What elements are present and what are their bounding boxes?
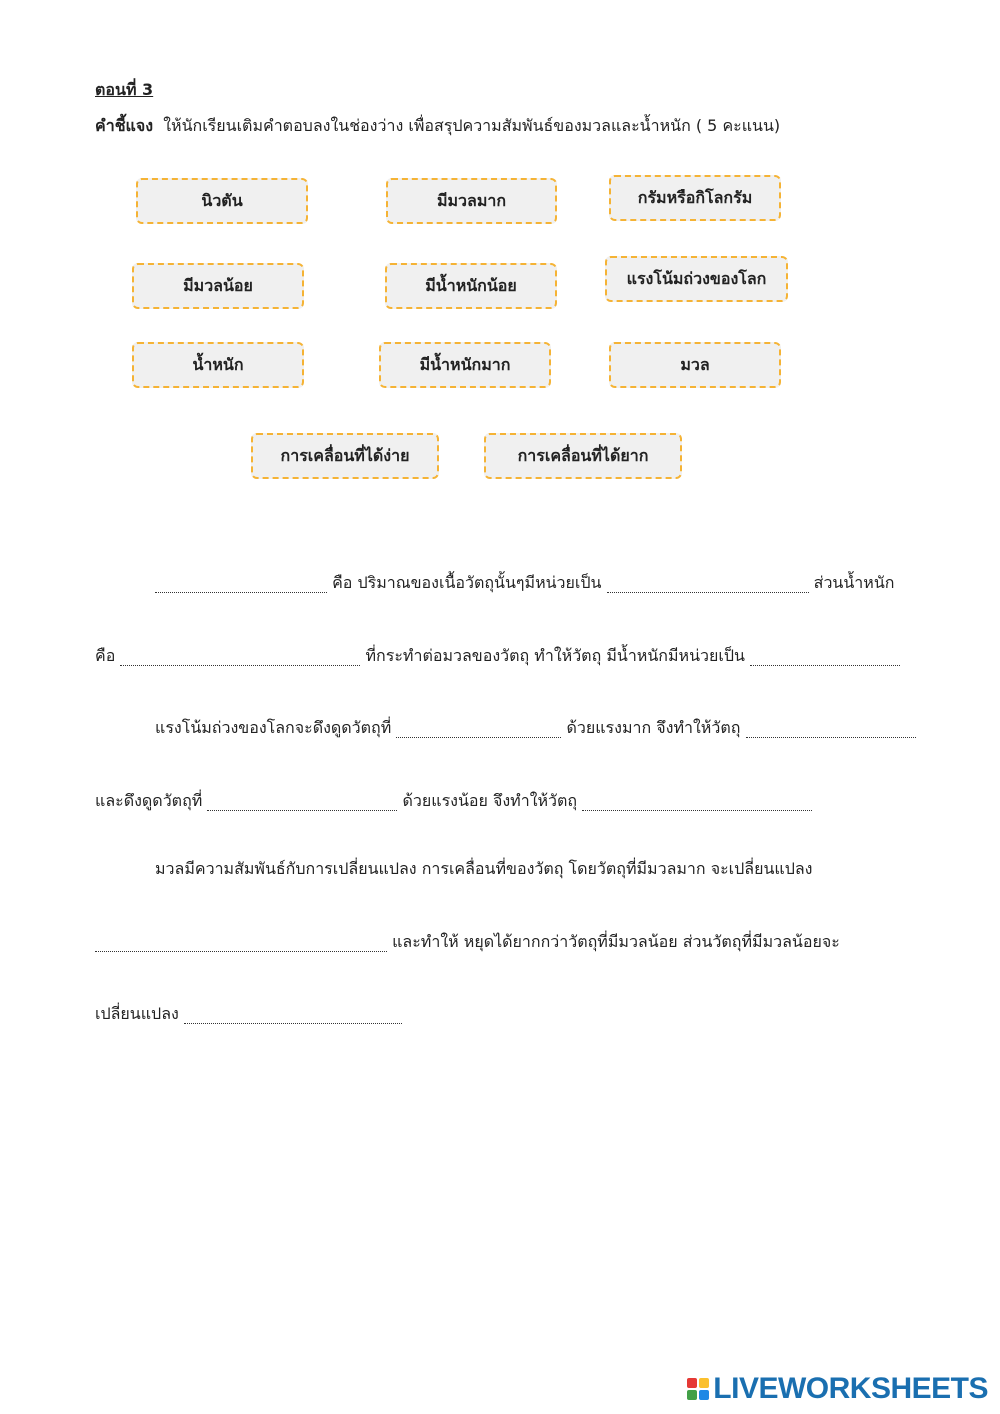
paragraph-line-2 (95, 644, 900, 669)
text-4a: และดึงดูดวัตถุที่ (95, 791, 203, 810)
word-card-newton[interactable]: นิวตัน (136, 178, 308, 224)
text-2a: คือ (95, 646, 116, 665)
logo-square-yellow (699, 1378, 709, 1388)
word-card-weight[interactable]: น้ำหนัก (132, 342, 304, 388)
instruction-label: คำชี้แจง (95, 116, 154, 135)
paragraph-line-4 (95, 789, 812, 814)
brand-name: LIVEWORKSHEETS (713, 1372, 988, 1405)
blank-10[interactable] (184, 1005, 402, 1024)
blank-6[interactable] (746, 719, 916, 738)
text-7a: เปลี่ยนแปลง (95, 1004, 179, 1023)
word-card-hard-motion[interactable]: การเคลื่อนที่ได้ยาก (484, 433, 682, 479)
paragraph-line-5 (155, 857, 812, 882)
word-card-low-mass[interactable]: มีมวลน้อย (132, 263, 304, 309)
text-3a: แรงโน้มถ่วงของโลกจะดึงดูดวัตถุที่ (155, 718, 392, 737)
text-5a: มวลมีความสัมพันธ์กับการเปลี่ยนแปลง การเคลื่อนที่ของวัตถุ โดยวัตถุที่มีมวลมาก จะเปลี่ยนแปลง (155, 859, 813, 878)
liveworksheets-logo-icon (687, 1378, 709, 1400)
word-card-high-mass[interactable]: มีมวลมาก (386, 178, 557, 224)
text-4b: ด้วยแรงน้อย จึงทำให้วัตถุ (402, 791, 578, 810)
blank-8[interactable] (582, 792, 812, 811)
word-card-low-weight[interactable]: มีน้ำหนักน้อย (385, 263, 557, 309)
liveworksheets-brand[interactable] (687, 1372, 988, 1406)
blank-5[interactable] (396, 719, 561, 738)
word-card-gravity[interactable]: แรงโน้มถ่วงของโลก (605, 256, 788, 302)
blank-9[interactable] (95, 933, 387, 952)
word-card-easy-motion[interactable]: การเคลื่อนที่ได้ง่าย (251, 433, 439, 479)
word-card-high-weight[interactable]: มีน้ำหนักมาก (379, 342, 551, 388)
text-6a: และทำให้ หยุดได้ยากกว่าวัตถุที่มีมวลน้อย ส่วนวัตถุที่มีมวลน้อยจะ (392, 932, 840, 951)
blank-1[interactable] (155, 574, 327, 593)
word-card-gram-kilogram[interactable]: กรัมหรือกิโลกรัม (609, 175, 781, 221)
paragraph-line-6 (95, 930, 840, 955)
text-1a: คือ ปริมาณของเนื้อวัตถุนั้นๆมีหน่วยเป็น (332, 573, 602, 592)
blank-2[interactable] (607, 574, 809, 593)
section-title: ตอนที่ 3 (95, 80, 154, 99)
paragraph-line-3 (155, 716, 916, 741)
instructions (95, 114, 780, 139)
logo-square-blue (699, 1390, 709, 1400)
paragraph-line-7 (95, 1002, 402, 1027)
blank-7[interactable] (207, 792, 397, 811)
logo-square-green (687, 1390, 697, 1400)
logo-square-red (687, 1378, 697, 1388)
blank-3[interactable] (120, 647, 360, 666)
word-card-mass[interactable]: มวล (609, 342, 781, 388)
blank-4[interactable] (750, 647, 900, 666)
text-1b: ส่วนน้ำหนัก (813, 573, 895, 592)
paragraph-line-1 (155, 571, 894, 596)
text-2b: ที่กระทำต่อมวลของวัตถุ ทำให้วัตถุ มีน้ำหนักมีหน่วยเป็น (365, 646, 745, 665)
instruction-text: ให้นักเรียนเติมคำตอบลงในช่องว่าง เพื่อสรุปความสัมพันธ์ของมวลและน้ำหนัก ( 5 คะแนน) (163, 116, 781, 135)
text-3b: ด้วยแรงมาก จึงทำให้วัตถุ (566, 718, 741, 737)
